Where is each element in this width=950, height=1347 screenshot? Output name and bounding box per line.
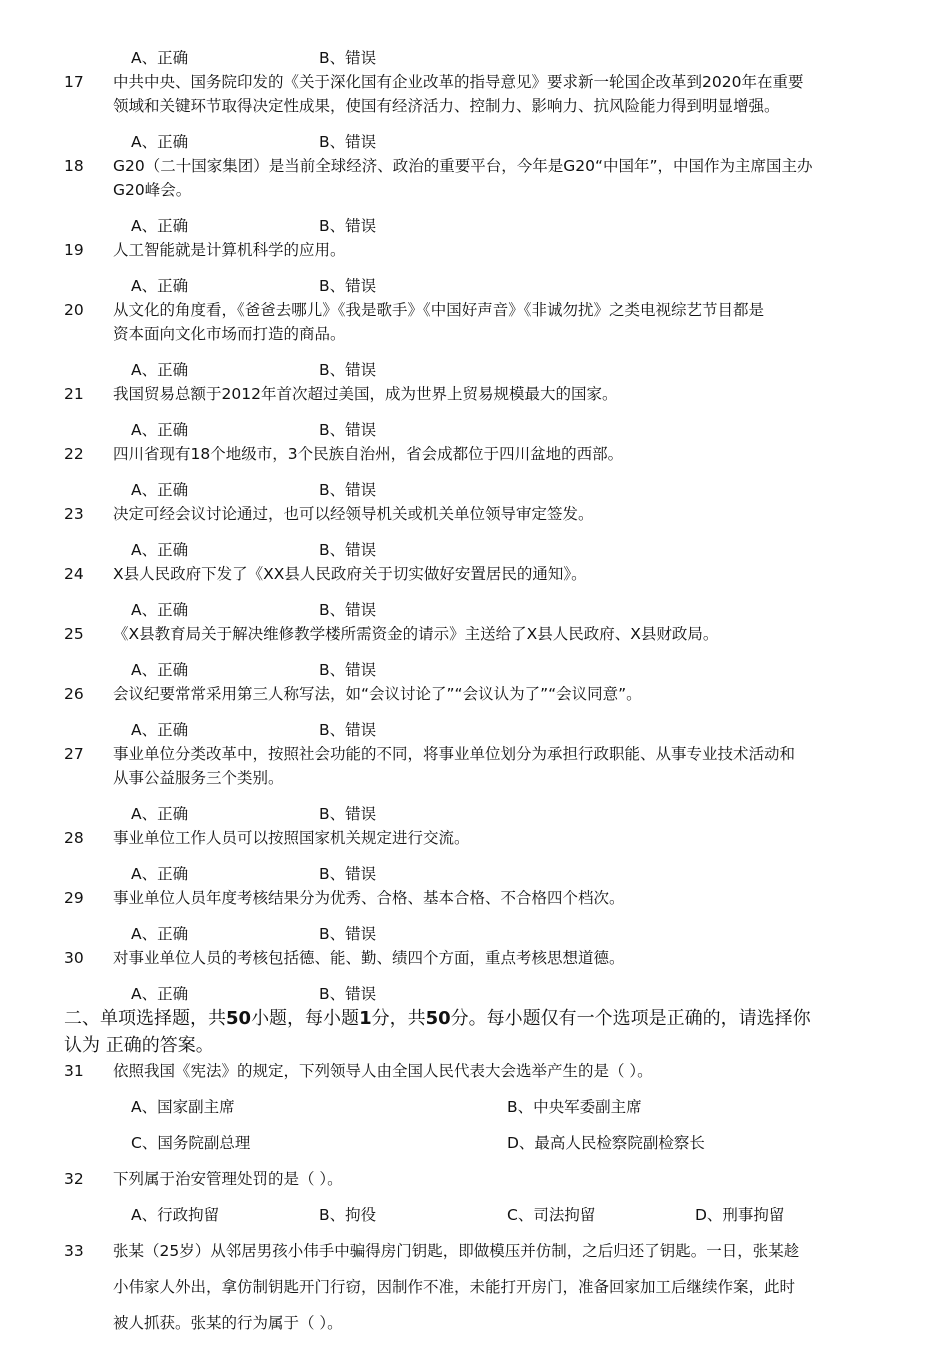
option-a: A、国家副主席: [131, 1098, 235, 1116]
option-b: B、错误: [319, 865, 377, 883]
option-a: A、正确: [131, 49, 189, 67]
option-b: B、错误: [319, 721, 377, 739]
option-b: B、错误: [319, 421, 377, 439]
section-heading: [64, 1005, 884, 1059]
option-b: B、错误: [319, 925, 377, 943]
option-b: B、错误: [319, 601, 377, 619]
question-number: 31: [64, 1062, 84, 1080]
question-text: 从事公益服务三个类别。: [113, 769, 284, 787]
question-number: 26: [64, 685, 84, 703]
question-number: 20: [64, 301, 84, 319]
question-text: 《X县教育局关于解决维修教学楼所需资金的请示》主送给了X县人民政府、X县财政局。: [113, 625, 719, 643]
question-text: 事业单位工作人员可以按照国家机关规定进行交流。: [113, 829, 470, 847]
option-c: C、司法拘留: [507, 1206, 596, 1224]
question-text: 小伟家人外出，拿仿制钥匙开门行窃，因制作不准，未能打开房门，准备回家加工后继续作案，此时: [113, 1278, 796, 1296]
question-text: 领域和关键环节取得决定性成果，使国有经济活力、控制力、影响力、抗风险能力得到明显增强。: [113, 97, 780, 115]
option-b: B、拘役: [319, 1206, 377, 1224]
option-a: A、正确: [131, 985, 189, 1003]
question-number: 18: [64, 157, 84, 175]
question-text: 我国贸易总额于2012年首次超过美国，成为世界上贸易规模最大的国家。: [113, 385, 618, 403]
option-d: D、刑事拘留: [695, 1206, 785, 1224]
option-a: A、行政拘留: [131, 1206, 220, 1224]
option-b: B、错误: [319, 985, 377, 1003]
option-b: B、错误: [319, 133, 377, 151]
option-b: B、错误: [319, 49, 377, 67]
option-a: A、正确: [131, 217, 189, 235]
question-text: 资本面向文化市场而打造的商品。: [113, 325, 346, 343]
option-c: C、国务院副总理: [131, 1134, 251, 1152]
option-a: A、正确: [131, 133, 189, 151]
option-a: A、正确: [131, 925, 189, 943]
question-number: 22: [64, 445, 84, 463]
option-a: A、正确: [131, 661, 189, 679]
option-b: B、错误: [319, 361, 377, 379]
option-b: B、中央军委副主席: [507, 1098, 642, 1116]
question-text: 事业单位人员年度考核结果分为优秀、合格、基本合格、不合格四个档次。: [113, 889, 625, 907]
question-number: 29: [64, 889, 84, 907]
total-points: 50: [425, 1008, 451, 1029]
section-heading-text: 分。每小题仅有一个选项是正确的，请选择你: [450, 1008, 811, 1029]
option-b: B、错误: [319, 217, 377, 235]
question-text: 事业单位分类改革中，按照社会功能的不同，将事业单位划分为承担行政职能、从事专业技术活动和: [113, 745, 796, 763]
section-heading-text: 分，共: [371, 1008, 426, 1029]
option-a: A、正确: [131, 421, 189, 439]
question-number: 30: [64, 949, 84, 967]
option-a: A、正确: [131, 601, 189, 619]
question-text: G20峰会。: [113, 181, 192, 199]
question-text: 对事业单位人员的考核包括德、能、勤、绩四个方面，重点考核思想道德。: [113, 949, 625, 967]
question-text: 下列属于治安管理处罚的是（ ）。: [113, 1170, 343, 1188]
question-text: X县人民政府下发了《XX县人民政府关于切实做好安置居民的通知》。: [113, 565, 587, 583]
question-number: 24: [64, 565, 84, 583]
question-count: 50: [226, 1008, 252, 1029]
option-b: B、错误: [319, 481, 377, 499]
question-text: 决定可经会议讨论通过，也可以经领导机关或机关单位领导审定签发。: [113, 505, 594, 523]
question-text: 依照我国《宪法》的规定，下列领导人由全国人民代表大会选举产生的是（ ）。: [113, 1062, 653, 1080]
question-number: 19: [64, 241, 84, 259]
option-a: A、正确: [131, 361, 189, 379]
question-text: 中共中央、国务院印发的《关于深化国有企业改革的指导意见》要求新一轮国企改革到2020年在重要: [113, 73, 804, 91]
option-a: A、正确: [131, 541, 189, 559]
question-number: 32: [64, 1170, 84, 1188]
option-a: A、正确: [131, 805, 189, 823]
option-a: A、正确: [131, 481, 189, 499]
question-text: 被人抓获。张某的行为属于（ ）。: [113, 1314, 343, 1332]
question-number: 23: [64, 505, 84, 523]
question-text: 人工智能就是计算机科学的应用。: [113, 241, 346, 259]
option-a: A、正确: [131, 721, 189, 739]
question-number: 33: [64, 1242, 84, 1260]
option-b: B、错误: [319, 277, 377, 295]
option-a: A、正确: [131, 277, 189, 295]
question-number: 21: [64, 385, 84, 403]
question-number: 25: [64, 625, 84, 643]
question-text: 四川省现有18个地级市，3个民族自治州，省会成都位于四川盆地的西部。: [113, 445, 624, 463]
question-text: G20（二十国家集团）是当前全球经济、政治的重要平台，今年是G20“中国年”，中国作为主席国主办: [113, 157, 813, 175]
section-heading-text: 小题，每小题: [251, 1008, 360, 1029]
section-heading-text: 认为 正确的答案。: [64, 1035, 214, 1056]
question-text: 从文化的角度看，《爸爸去哪儿》《我是歌手》《中国好声音》《非诚勿扰》之类电视综艺节目都是: [113, 301, 765, 319]
option-b: B、错误: [319, 661, 377, 679]
question-number: 28: [64, 829, 84, 847]
question-number: 27: [64, 745, 84, 763]
section-heading-text: 二、单项选择题，共: [64, 1008, 226, 1029]
option-b: B、错误: [319, 805, 377, 823]
option-a: A、正确: [131, 865, 189, 883]
question-text: 张某（25岁）从邻居男孩小伟手中骗得房门钥匙，即做模压并仿制，之后归还了钥匙。一日，张某趁: [113, 1242, 800, 1260]
option-d: D、最高人民检察院副检察长: [507, 1134, 705, 1152]
question-text: 会议纪要常常采用第三人称写法，如“会议讨论了”“会议认为了”“会议同意”。: [113, 685, 642, 703]
question-number: 17: [64, 73, 84, 91]
option-b: B、错误: [319, 541, 377, 559]
points-each: 1: [359, 1008, 372, 1029]
